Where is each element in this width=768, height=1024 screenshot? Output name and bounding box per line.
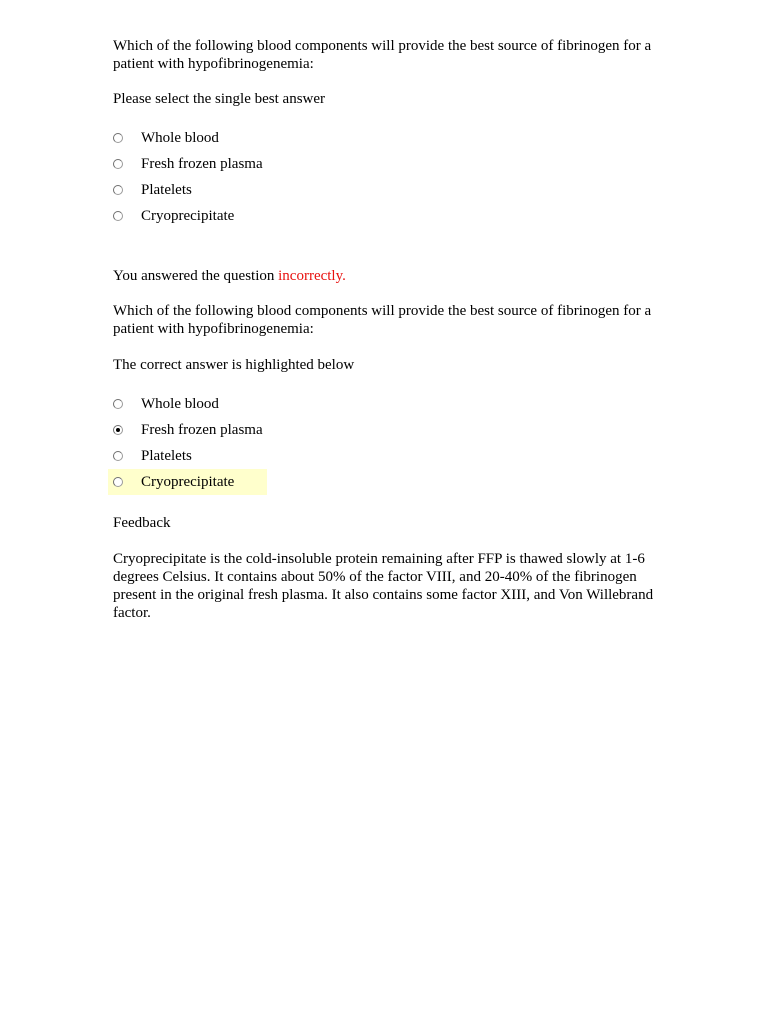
radio-button <box>113 451 123 461</box>
option-label: Fresh frozen plasma <box>141 156 263 172</box>
answer-option-whole-blood[interactable] <box>113 125 273 151</box>
question-text: Which of the following blood components will provide the best source of fibrinogen for a patient with hypofibrinogenemia: <box>113 38 652 72</box>
radio-button[interactable] <box>113 133 123 143</box>
feedback-heading: Feedback <box>113 515 171 531</box>
answer-option-platelets[interactable] <box>113 177 273 203</box>
review-option-cryoprecipitate-correct <box>108 469 267 495</box>
answer-option-fresh-frozen-plasma[interactable] <box>113 151 273 177</box>
option-label: Whole blood <box>141 396 219 412</box>
question-instruction: Please select the single best answer <box>113 91 326 107</box>
radio-button-selected <box>113 425 123 435</box>
result-question-text: Which of the following blood components will provide the best source of fibrinogen for a patient with hypofibrinogenemia: <box>113 303 652 337</box>
review-option-fresh-frozen-plasma <box>113 417 273 443</box>
result-suffix: . <box>342 268 346 284</box>
review-option-platelets <box>113 443 273 469</box>
option-label: Cryoprecipitate <box>141 208 235 224</box>
option-label: Fresh frozen plasma <box>141 422 263 438</box>
radio-button[interactable] <box>113 211 123 221</box>
feedback-text: Cryoprecipitate is the cold-insoluble protein remaining after FFP is thawed slowly at 1-6 degrees Celsius. It contains about 50% of the factor VIII, and 20-40% of the fibrinogen present in the original fresh plasma. It also contains some factor XIII, and Von Willebrand factor. <box>113 551 654 621</box>
option-label: Platelets <box>141 448 192 464</box>
result-status-incorrect: incorrectly <box>278 268 343 284</box>
option-label: Platelets <box>141 182 192 198</box>
result-prefix: You answered the question <box>113 268 279 284</box>
result-message <box>113 267 668 285</box>
answer-option-cryoprecipitate[interactable] <box>113 203 273 229</box>
review-option-whole-blood <box>113 391 273 417</box>
radio-button[interactable] <box>113 159 123 169</box>
radio-button <box>113 477 123 487</box>
result-instruction: The correct answer is highlighted below <box>113 357 355 373</box>
option-label: Cryoprecipitate <box>141 474 235 490</box>
option-label: Whole blood <box>141 130 219 146</box>
radio-button <box>113 399 123 409</box>
radio-button[interactable] <box>113 185 123 195</box>
